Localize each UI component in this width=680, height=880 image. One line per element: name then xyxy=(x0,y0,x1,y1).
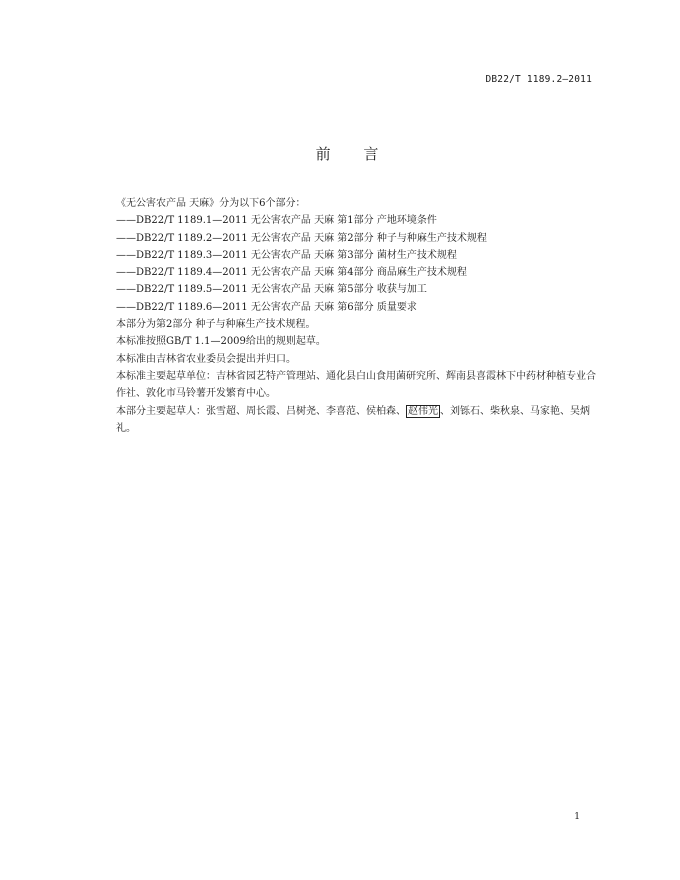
drafters-text-before: 本部分主要起草人：张雪超、周长霞、吕树尧、李喜范、侯柏森、 xyxy=(116,405,406,417)
drafting-units-text: 本标准主要起草单位：吉林省园艺特产管理站、通化县白山食用菌研究所、辉南县喜霞林下中药材种植专业合作社、敦化市马铃薯开发繁育中心。 xyxy=(116,370,596,400)
part-5-line: ——DB22/T 1189.5—2011 无公害农产品 天麻 第5部分 收获与加工 xyxy=(116,284,427,296)
part-1-line: ——DB22/T 1189.1—2011 无公害农产品 天麻 第1部分 产地环境条件 xyxy=(116,215,437,227)
part-3-line: ——DB22/T 1189.3—2011 无公害农产品 天麻 第3部分 菌材生产技术规程 xyxy=(116,249,457,261)
document-code: DB22/T 1189.2—2011 xyxy=(485,74,592,85)
part-2-line: ——DB22/T 1189.2—2011 无公害农产品 天麻 第2部分 种子与种麻生产技术规程 xyxy=(116,232,487,244)
foreword-body xyxy=(96,195,596,437)
drafters-paragraph xyxy=(96,403,596,438)
part-4-line: ——DB22/T 1189.4—2011 无公害农产品 天麻 第4部分 商品麻生产技术规程 xyxy=(116,267,467,279)
parts-intro: 《无公害农产品 天麻》分为以下6个部分： xyxy=(116,198,306,209)
part-6-line: ——DB22/T 1189.6—2011 无公害农产品 天麻 第6部分 质量要求 xyxy=(116,301,417,313)
drafting-units-paragraph xyxy=(96,368,596,403)
this-part-statement: 本部分为第2部分 种子与种麻生产技术规程。 xyxy=(116,319,316,331)
page-title: 前 言 xyxy=(315,145,393,163)
proposer-statement: 本标准由吉林省农业委员会提出并归口。 xyxy=(116,353,296,365)
highlighted-drafter-name: 赵伟光 xyxy=(408,405,438,417)
drafters-text-after: 、刘铄石、柴秋泉、马家艳、吴炳礼。 xyxy=(116,405,590,434)
page-number: 1 xyxy=(574,812,580,822)
drafting-rules-statement: 本标准按照GB/T 1.1—2009给出的规则起草。 xyxy=(116,336,326,348)
